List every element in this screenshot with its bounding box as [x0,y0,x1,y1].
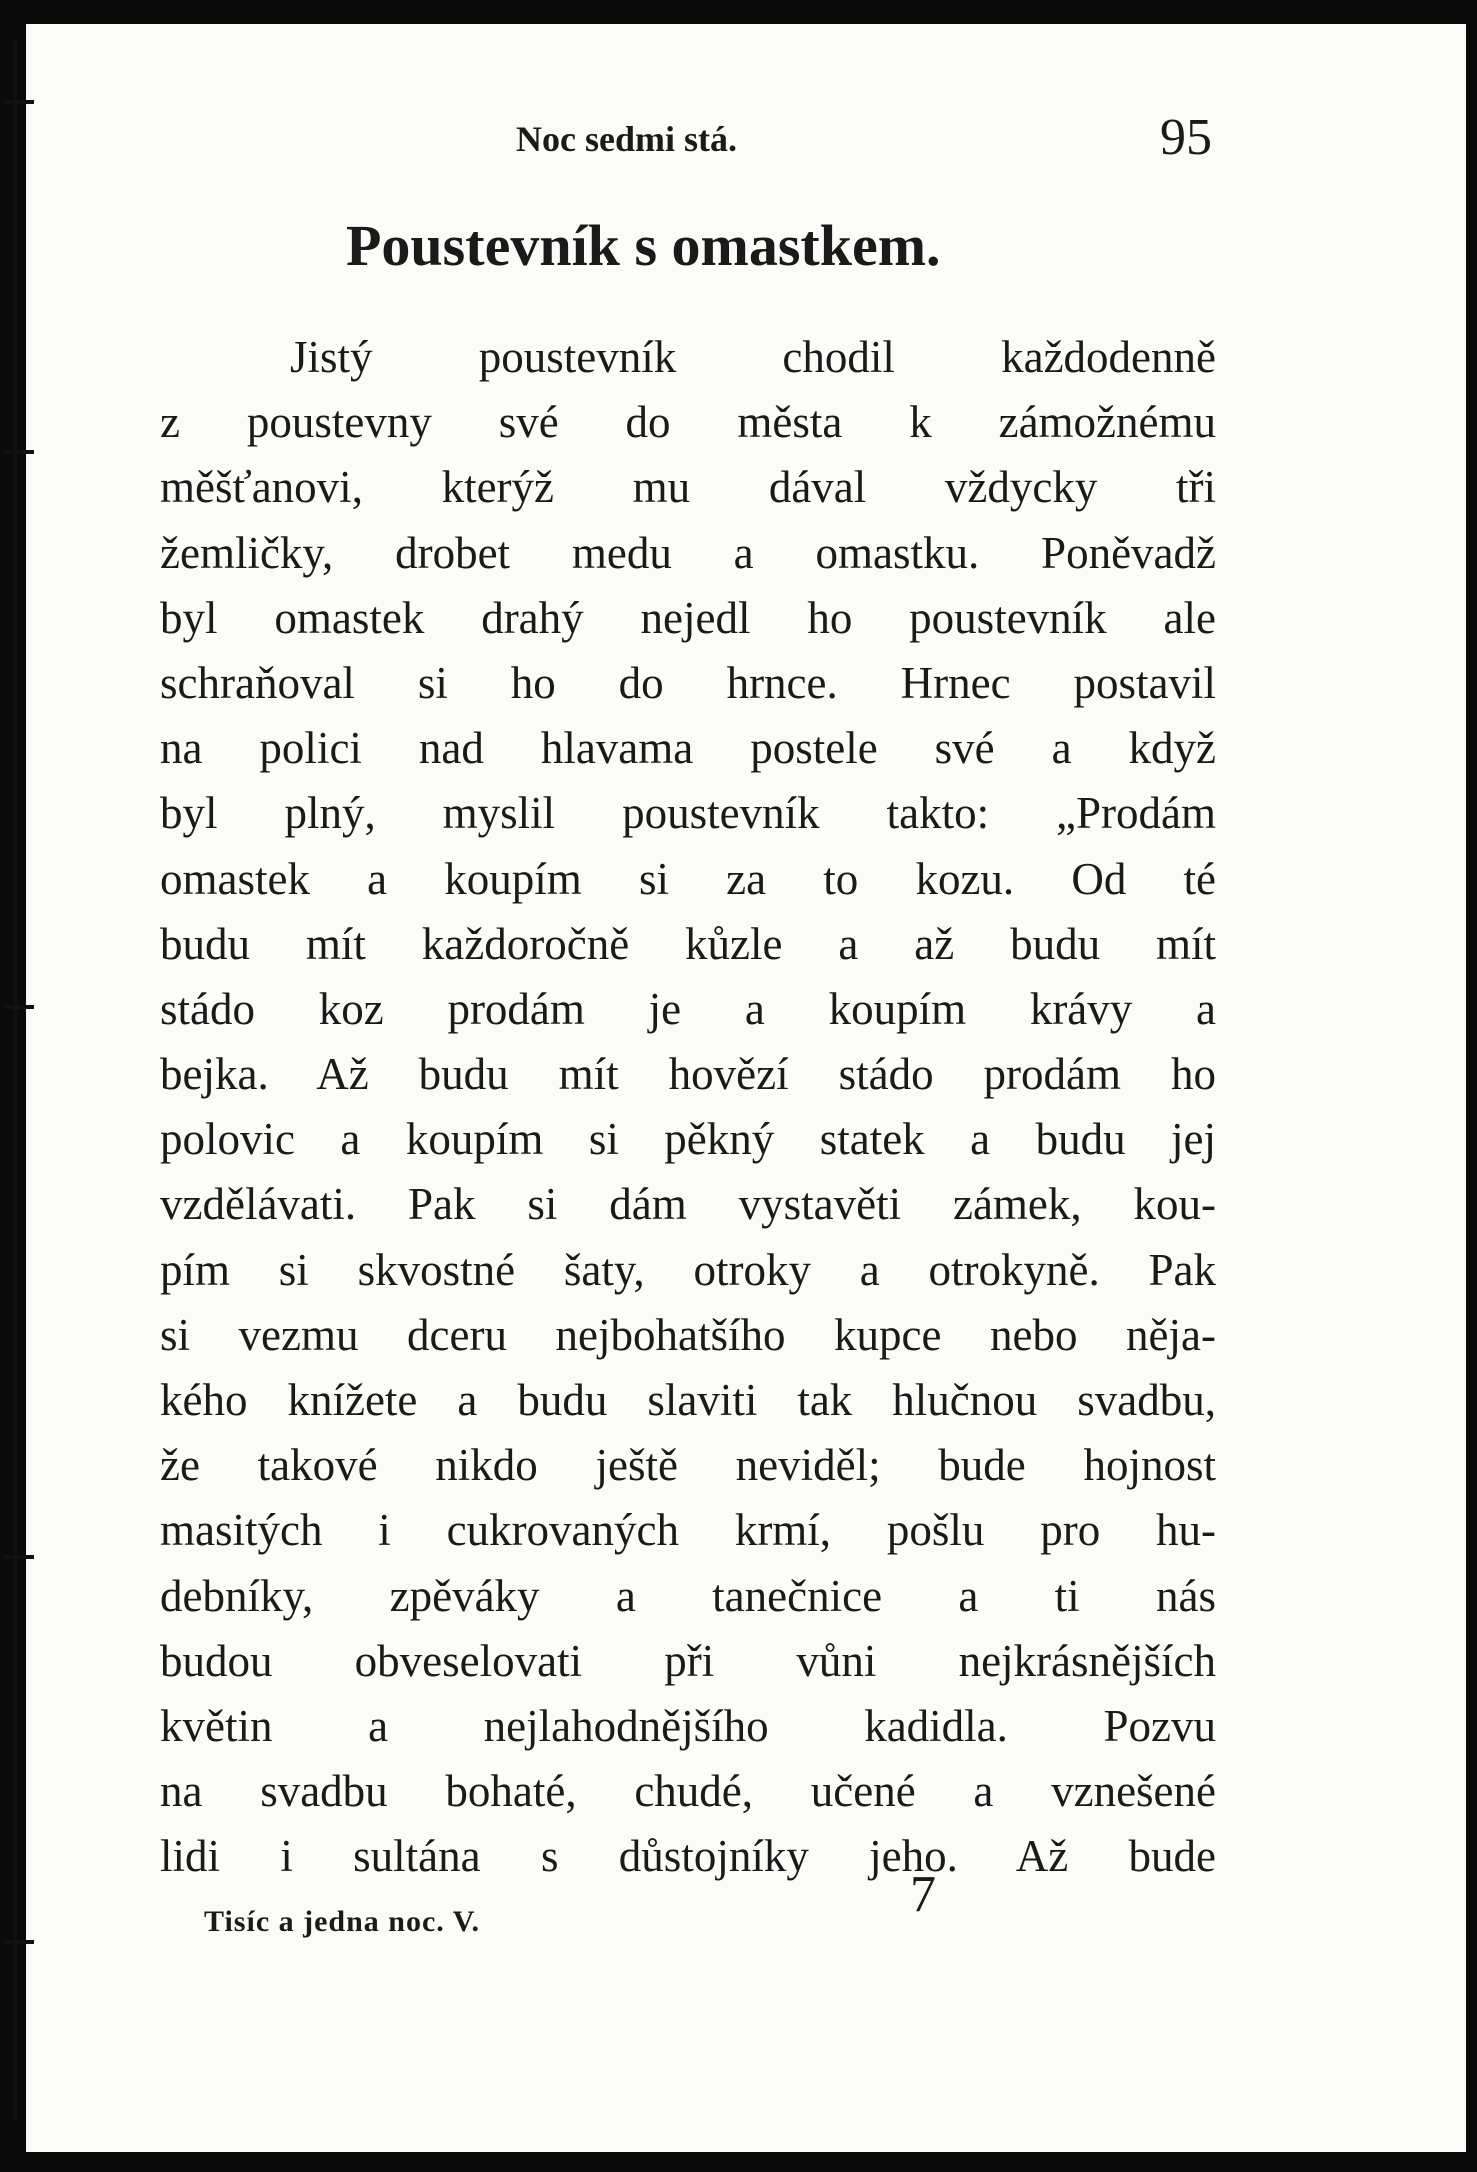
text-line: na svadbu bohaté, chudé, učené a vznešené [160,1766,1216,1817]
binding-tick [4,1555,34,1559]
binding-tick [4,100,34,104]
text-line: na polici nad hlavama postele své a když [160,723,1216,774]
text-line: Jistý poustevník chodil každodenně [290,332,1216,382]
text-line: pím si skvostné šaty, otroky a otrokyně. Pak [160,1244,1216,1295]
signature-mark: 7 [910,1866,936,1923]
text-line: bejka. Až budu mít hovězí stádo prodám ho [160,1049,1216,1100]
text-line: budou obveselovati při vůni nejkrásnějších [160,1635,1216,1686]
text-line: masitých i cukrovaných krmí, pošlu pro hu- [160,1505,1216,1556]
text-line: si vezmu dceru nejbohatšího kupce nebo něja- [160,1309,1216,1360]
text-line: budu mít každoročně kůzle a až budu mít [160,918,1216,969]
text-line: schraňoval si ho do hrnce. Hrnec postavil [160,657,1216,708]
binding-tick [4,450,34,454]
running-head: Noc sedmi stá. [516,119,737,159]
text-line: byl omastek drahý nejedl ho poustevník ale [160,592,1216,643]
printer-signature: Tisíc a jedna noc. V. [204,1905,481,1938]
text-line: vzdělávati. Pak si dám vystavěti zámek, kou- [160,1179,1216,1230]
text-line: žemličky, drobet medu a omastku. Poněvadž [160,527,1216,578]
text-line: z poustevny své do města k zámožnému [160,397,1216,448]
text-line: stádo koz prodám je a koupím krávy a [160,983,1216,1034]
binding-tick [4,1940,34,1944]
text-line: polovic a koupím si pěkný statek a budu jej [160,1114,1216,1165]
text-line: kého knížete a budu slaviti tak hlučnou svadbu, [160,1375,1216,1425]
text-line: měšťanovi, kterýž mu dával vždycky tři [160,462,1216,513]
body-paragraph [160,325,1216,1890]
chapter-title: Poustevník s omastkem. [346,213,941,278]
text-line: byl plný, myslil poustevník takto: „Prodám [160,788,1216,839]
text-line: lidi i sultána s důstojníky jeho. Až bude [160,1831,1216,1882]
text-line: debníky, zpěváky a tanečnice a ti nás [160,1570,1216,1621]
text-line: že takové nikdo ještě neviděl; bude hojnost [160,1440,1216,1491]
page-number: 95 [1160,109,1212,166]
text-line: omastek a koupím si za to kozu. Od té [160,853,1216,904]
text-line: květin a nejlahodnějšího kadidla. Pozvu [160,1700,1216,1751]
binding-edge [14,40,17,2120]
binding-tick [4,1005,34,1009]
